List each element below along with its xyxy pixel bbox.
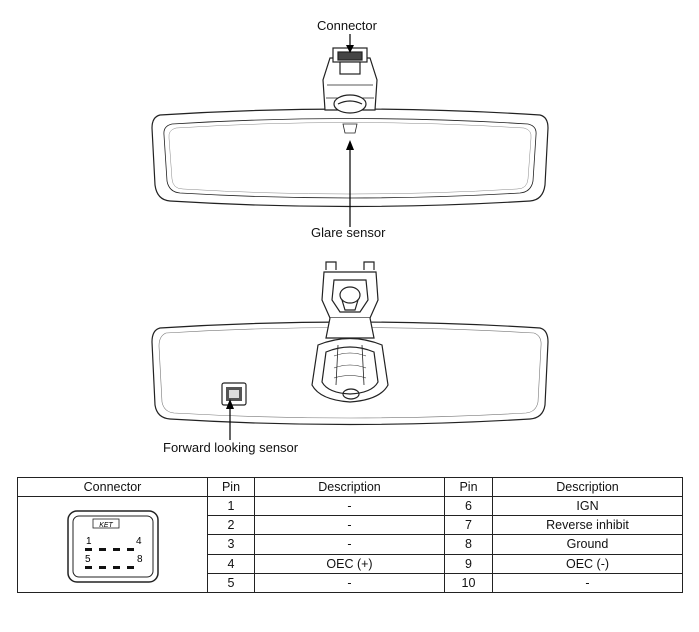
pin-cell: 2 (208, 516, 255, 535)
glare-sensor-label: Glare sensor (311, 225, 386, 240)
header-description: Description (493, 478, 683, 497)
pin-label-8: 8 (137, 554, 143, 565)
pin-cell: 1 (208, 497, 255, 516)
description-cell: - (255, 535, 445, 554)
description-cell: OEC (+) (255, 554, 445, 573)
pin-cell: 5 (208, 573, 255, 592)
pin-label-4: 4 (136, 536, 142, 547)
rear-mirror-view (152, 262, 548, 425)
pin-cell: 7 (445, 516, 493, 535)
header-connector: Connector (18, 478, 208, 497)
pin-cell: 10 (445, 573, 493, 592)
description-cell: - (255, 497, 445, 516)
pin-table (17, 477, 683, 593)
header-pin: Pin (445, 478, 493, 497)
header-pin: Pin (208, 478, 255, 497)
forward-sensor-label: Forward looking sensor (163, 440, 299, 455)
pin-cell: 9 (445, 554, 493, 573)
description-cell: IGN (493, 497, 683, 516)
connector-diagram-cell (18, 497, 208, 593)
pin-cell: 8 (445, 535, 493, 554)
pin-label-1: 1 (86, 536, 92, 547)
table-row (18, 497, 683, 516)
table-header-row (18, 478, 683, 497)
pin-cell: 6 (445, 497, 493, 516)
description-cell: - (255, 516, 445, 535)
pin-cell: 4 (208, 554, 255, 573)
header-description: Description (255, 478, 445, 497)
description-cell: Ground (493, 535, 683, 554)
pin-label-5: 5 (85, 554, 91, 565)
description-cell: Reverse inhibit (493, 516, 683, 535)
description-cell: - (493, 573, 683, 592)
connector-face-icon (18, 497, 208, 592)
connector-label: Connector (317, 18, 377, 33)
description-cell: - (255, 573, 445, 592)
pin-cell: 3 (208, 535, 255, 554)
description-cell: OEC (-) (493, 554, 683, 573)
connector-key-text: KET (99, 522, 113, 529)
